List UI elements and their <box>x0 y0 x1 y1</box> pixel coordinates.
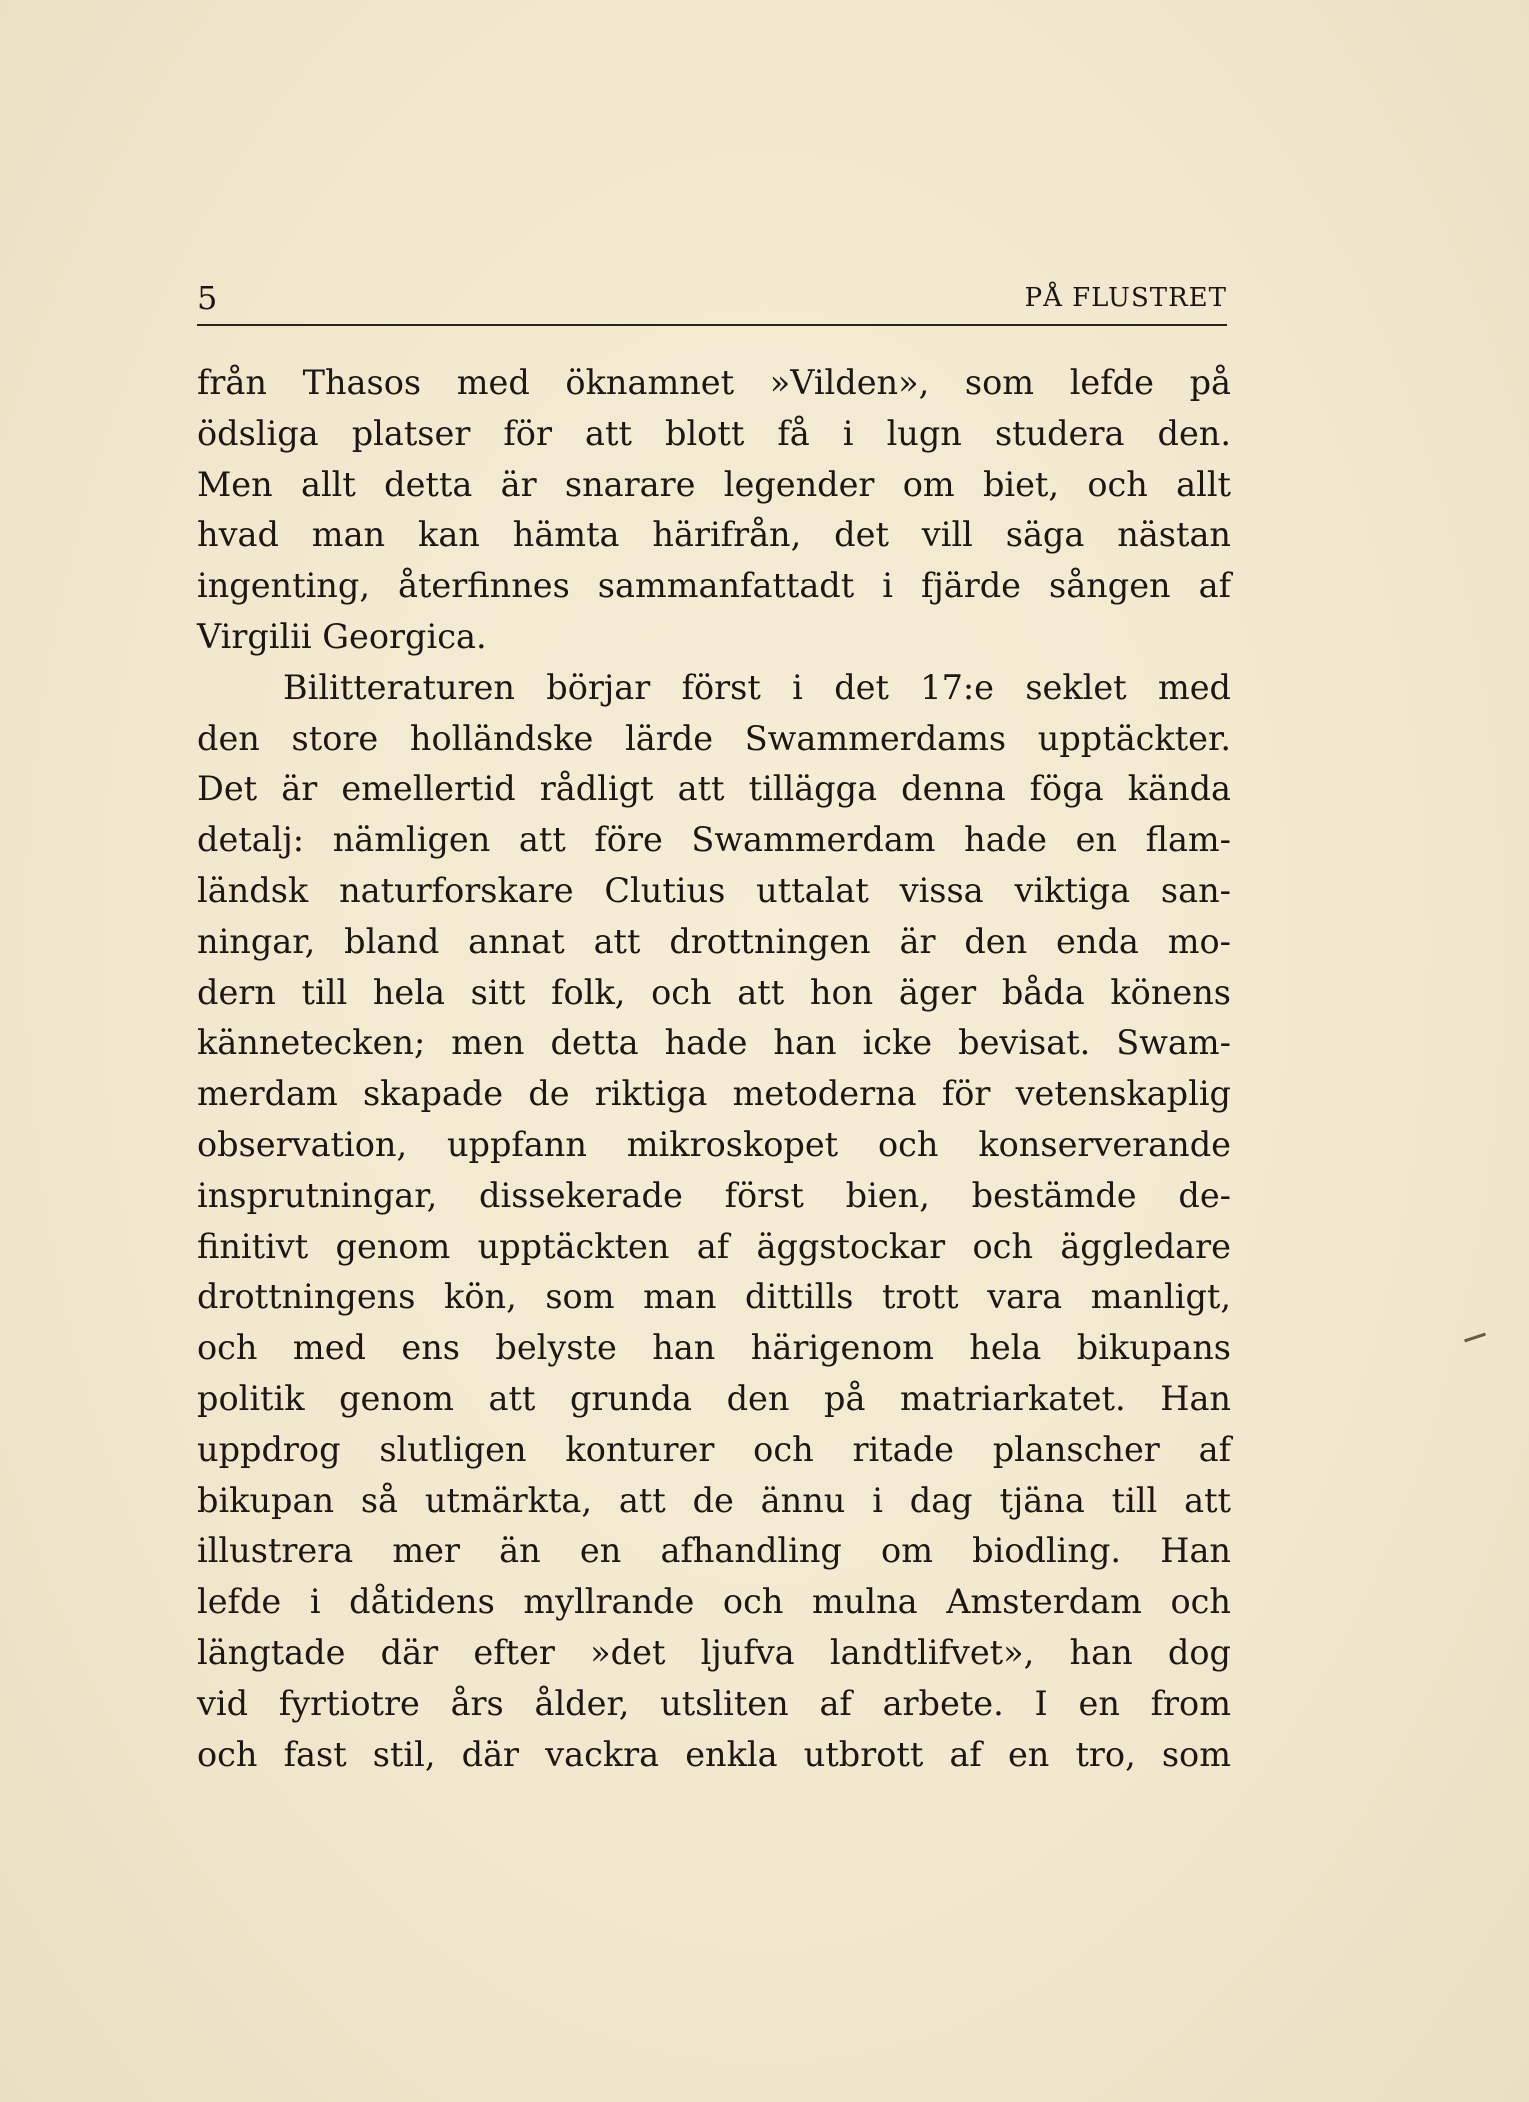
text-line: ningar, bland annat att drottningen är den enda mo- <box>197 921 1231 961</box>
text-line: kännetecken; men detta hade han icke bevisat. Swam- <box>197 1023 1231 1063</box>
text-line: detalj: nämligen att före Swammerdam hade en flam- <box>197 820 1231 860</box>
text-line: politik genom att grunda den på matriarkatet. Han <box>197 1378 1231 1418</box>
text-line: bikupan så utmärkta, att de ännu i dag tjäna till att <box>197 1480 1231 1520</box>
margin-mark <box>1464 1333 1486 1343</box>
text-line: dern till hela sitt folk, och att hon äger båda könens <box>197 972 1231 1012</box>
text-line: uppdrog slutligen konturer och ritade planscher af <box>197 1429 1231 1469</box>
body-text <box>197 358 1231 1780</box>
text-line: och fast stil, där vackra enkla utbrott af en tro, som <box>197 1734 1231 1774</box>
text-line: insprutningar, dissekerade först bien, bestämde de- <box>197 1175 1231 1215</box>
text-line: hvad man kan hämta härifrån, det vill säga nästan <box>197 515 1231 555</box>
text-line: vid fyrtiotre års ålder, utsliten af arbete. I en from <box>197 1683 1231 1723</box>
running-title: PÅ FLUSTRET <box>1024 283 1227 313</box>
text-line: Bilitteraturen börjar först i det 17:e seklet med <box>283 667 1231 707</box>
text-line: finitivt genom upptäckten af äggstockar och äggledare <box>197 1226 1231 1266</box>
text-line: ödsliga platser för att blott få i lugn studera den. <box>197 413 1231 453</box>
text-line: drottningens kön, som man dittills trott vara manligt, <box>197 1277 1231 1317</box>
text-line: ländsk naturforskare Clutius uttalat vissa viktiga san- <box>197 870 1231 910</box>
text-line: den store holländske lärde Swammerdams upptäckter. <box>197 718 1231 758</box>
text-line: från Thasos med öknamnet »Vilden», som lefde på <box>197 363 1231 402</box>
text-line: Virgilii Georgica. <box>197 616 487 656</box>
text-line: och med ens belyste han härigenom hela bikupans <box>197 1328 1231 1368</box>
text-line: observation, uppfann mikroskopet och konserverande <box>197 1124 1231 1164</box>
text-line: Det är emellertid rådligt att tillägga denna föga kända <box>197 769 1231 809</box>
page-number: 5 <box>197 279 218 317</box>
text-line: Men allt detta är snarare legender om biet, och allt <box>197 464 1231 504</box>
text-line: lefde i dåtidens myllrande och mulna Amsterdam och <box>197 1582 1231 1622</box>
page-header <box>197 266 1227 326</box>
text-line: ingenting, återfinnes sammanfattadt i fjärde sången af <box>197 566 1231 606</box>
text-line: merdam skapade de riktiga metoderna för vetenskaplig <box>197 1074 1231 1114</box>
text-line: längtade där efter »det ljufva landtlifvet», han dog <box>197 1632 1231 1672</box>
text-line: illustrera mer än en afhandling om biodling. Han <box>197 1531 1231 1571</box>
